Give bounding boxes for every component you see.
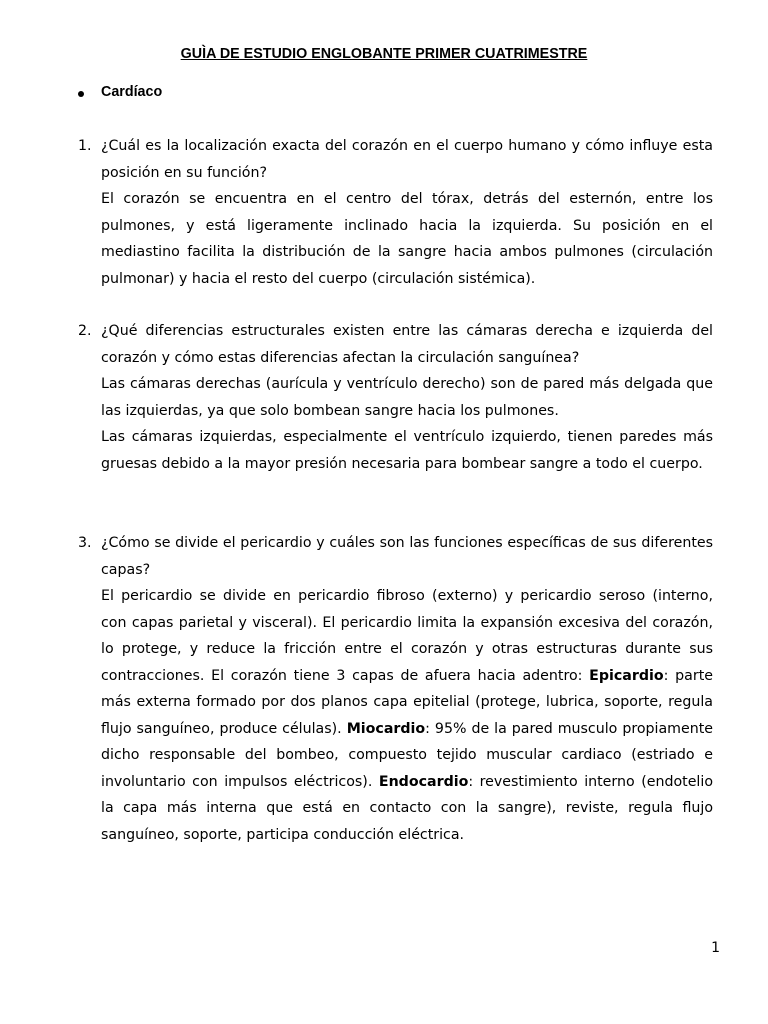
section-heading: Cardíaco [101, 84, 163, 100]
term-miocardio: Miocardio [346, 720, 426, 737]
question-text: ¿Qué diferencias estructurales existen entre las cámaras derecha e izquierda del corazón y cómo estas diferencias afectan la circulación sanguínea? [101, 323, 713, 366]
term-description: : 95% de la pared musculo propiamente dicho responsable del bombeo, compuesto tejido muscular cardiaco (estriado e involuntario con impulsos eléctricos). [101, 720, 713, 790]
item-number: 2. [78, 323, 92, 339]
answer-text: Las cámaras izquierdas, especialmente el ventrículo izquierdo, tienen paredes más gruesas debido a la mayor presión necesaria para bombear sangre a todo el cuerpo. [101, 429, 713, 472]
term-epicardio: Epicardio [589, 667, 664, 684]
answer-text [101, 583, 713, 848]
term-description: : parte más externa formado por dos planos capa epitelial (protege, lubrica, soporte, regula flujo sanguíneo, produce células). [101, 667, 713, 737]
item-body [101, 318, 713, 477]
question-text: ¿Cuál es la localización exacta del corazón en el cuerpo humano y cómo influye esta posición en su función? [101, 138, 713, 181]
item-number: 1. [78, 138, 92, 154]
answer-text: El corazón se encuentra en el centro del tórax, detrás del esternón, entre los pulmones, y está ligeramente inclinado hacia la izquierda. Su posición en el mediastino facilita la distribución de la sangre hacia ambos pulmones (circulación pulmonar) y hacia el resto del cuerpo (circulación sistémica). [101, 191, 713, 287]
question-text: ¿Cómo se divide el pericardio y cuáles son las funciones específicas de sus diferentes capas? [101, 535, 713, 578]
item-number: 3. [78, 535, 92, 551]
term-description: : revestimiento interno (endotelio la capa más interna que está en contacto con la sangre), reviste, regula flujo sanguíneo, soporte, participa conducción eléctrica. [101, 773, 713, 843]
bullet-icon [78, 91, 84, 97]
term-endocardio: Endocardio [378, 773, 469, 790]
item-body [101, 133, 713, 292]
item-body [101, 530, 713, 848]
answer-intro: El pericardio se divide en pericardio fibroso (externo) y pericardio seroso (interno, con capas parietal y visceral). El pericardio limita la expansión excesiva del corazón, lo protege, y reduce la fricción entre el corazón y otras estructuras durante sus contracciones. El corazón tiene 3 capas de afuera hacia adentro: [101, 588, 713, 684]
page-number: 1 [711, 940, 720, 956]
document-title: GUÌA DE ESTUDIO ENGLOBANTE PRIMER CUATRIMESTRE [180, 46, 588, 62]
answer-text: Las cámaras derechas (aurícula y ventrículo derecho) son de pared más delgada que las izquierdas, ya que solo bombean sangre hacia los pulmones. [101, 376, 713, 419]
